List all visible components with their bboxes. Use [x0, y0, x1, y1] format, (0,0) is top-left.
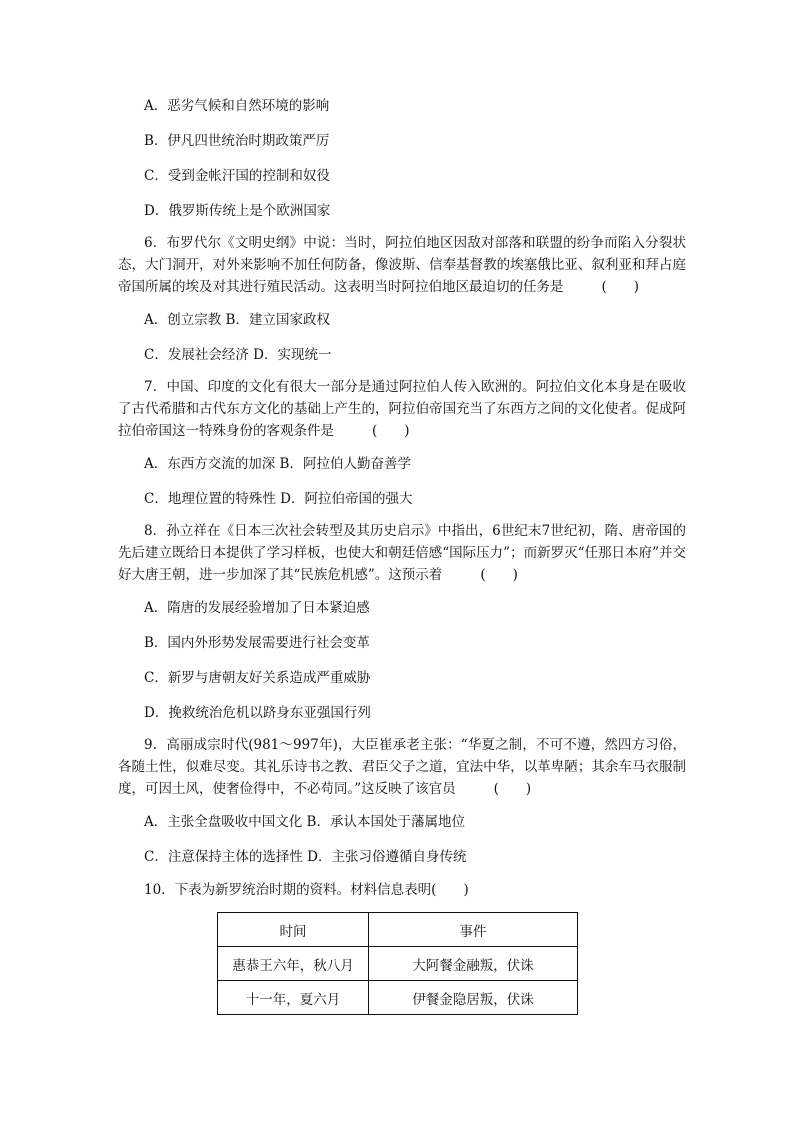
q10-stem: 10．下表为新罗统治时期的资料。材料信息表明( ) — [144, 882, 469, 898]
q5-option-c: C．受到金帐汗国的控制和奴役 — [144, 168, 330, 184]
table-row — [218, 981, 578, 1015]
q9-options-cd: C．注意保持主体的选择性 D．主张习俗遵循自身传统 — [144, 849, 467, 865]
q5-option-b: B．伊凡四世统治时期政策严厉 — [144, 133, 330, 149]
q7-answer-paren: ( ) — [372, 423, 410, 439]
table-header-row — [218, 913, 578, 947]
table-cell-time: 十一年，夏六月 — [218, 981, 369, 1015]
silla-events-table — [217, 912, 578, 1015]
table-cell-time: 惠恭王六年，秋八月 — [218, 947, 369, 981]
table-header-event: 事件 — [369, 913, 578, 947]
q8-option-c: C．新罗与唐朝友好关系造成严重威胁 — [144, 670, 371, 686]
q8-option-b: B．国内外形势发展需要进行社会变革 — [144, 635, 370, 651]
q8-stem — [118, 520, 686, 586]
q8-answer-paren: ( ) — [480, 567, 518, 583]
table-cell-event: 伊餐金隐居叛，伏诛 — [369, 981, 578, 1015]
q6-stem — [118, 232, 686, 298]
q8-option-d: D．挽救统治危机以跻身东亚强国行列 — [144, 705, 371, 721]
q9-options-ab: A．主张全盘吸收中国文化 B．承认本国处于藩属地位 — [144, 814, 465, 830]
q6-options-cd: C．发展社会经济 D．实现统一 — [144, 347, 332, 363]
table-cell-event: 大阿餐金融叛，伏诛 — [369, 947, 578, 981]
q9-stem-text: 9．高丽成宗时代(981～997年)，大臣崔承老主张：“华夏之制，不可不遵，然四方习俗，各随土性，似难尽变。其礼乐诗书之教、君臣父子之道，宜法中华，以革卑陋；其余车马衣服制度，可因土风，使奢俭得中，不必苟同。”这反映了该官员 — [118, 737, 686, 797]
q9-answer-paren: ( ) — [493, 781, 532, 797]
table-row — [218, 947, 578, 981]
q6-stem-text: 6．布罗代尔《文明史纲》中说：当时，阿拉伯地区因敌对部落和联盟的纷争而陷入分裂状态，大门洞开，对外来影响不加任何防备，像波斯、信奉基督教的埃塞俄比亚、叙利亚和拜占庭帝国所属的埃及对其进行殖民活动。这表明当时阿拉伯地区最迫切的任务是 — [118, 235, 686, 295]
q7-stem — [118, 376, 686, 442]
q5-option-d: D．俄罗斯传统上是个欧洲国家 — [144, 203, 331, 219]
q7-options-cd: C．地理位置的特殊性 D．阿拉伯帝国的强大 — [144, 491, 413, 507]
q6-options-ab: A．创立宗教 B．建立国家政权 — [144, 312, 330, 328]
q5-option-a: A．恶劣气候和自然环境的影响 — [144, 98, 330, 114]
q7-stem-text: 7．中国、印度的文化有很大一部分是通过阿拉伯人传入欧洲的。阿拉伯文化本身是在吸收了古代希腊和古代东方文化的基础上产生的，阿拉伯帝国充当了东西方之间的文化使者。促成阿拉伯帝国这一特殊身份的客观条件是 — [118, 379, 686, 439]
table-header-time: 时间 — [218, 913, 369, 947]
q7-options-ab: A．东西方交流的加深 B．阿拉伯人勤奋善学 — [144, 456, 411, 472]
q8-option-a: A．隋唐的发展经验增加了日本紧迫感 — [144, 600, 370, 616]
q9-stem — [118, 734, 686, 800]
q8-stem-text: 8．孙立祥在《日本三次社会转型及其历史启示》中指出，6世纪末7世纪初，隋、唐帝国的先后建立既给日本提供了学习样板，也使大和朝廷倍感“国际压力”；而新罗灭“任那日本府”并交好大唐王朝，进一步加深了其“民族危机感”。这预示着 — [118, 523, 686, 583]
q6-answer-paren: ( ) — [601, 279, 640, 295]
